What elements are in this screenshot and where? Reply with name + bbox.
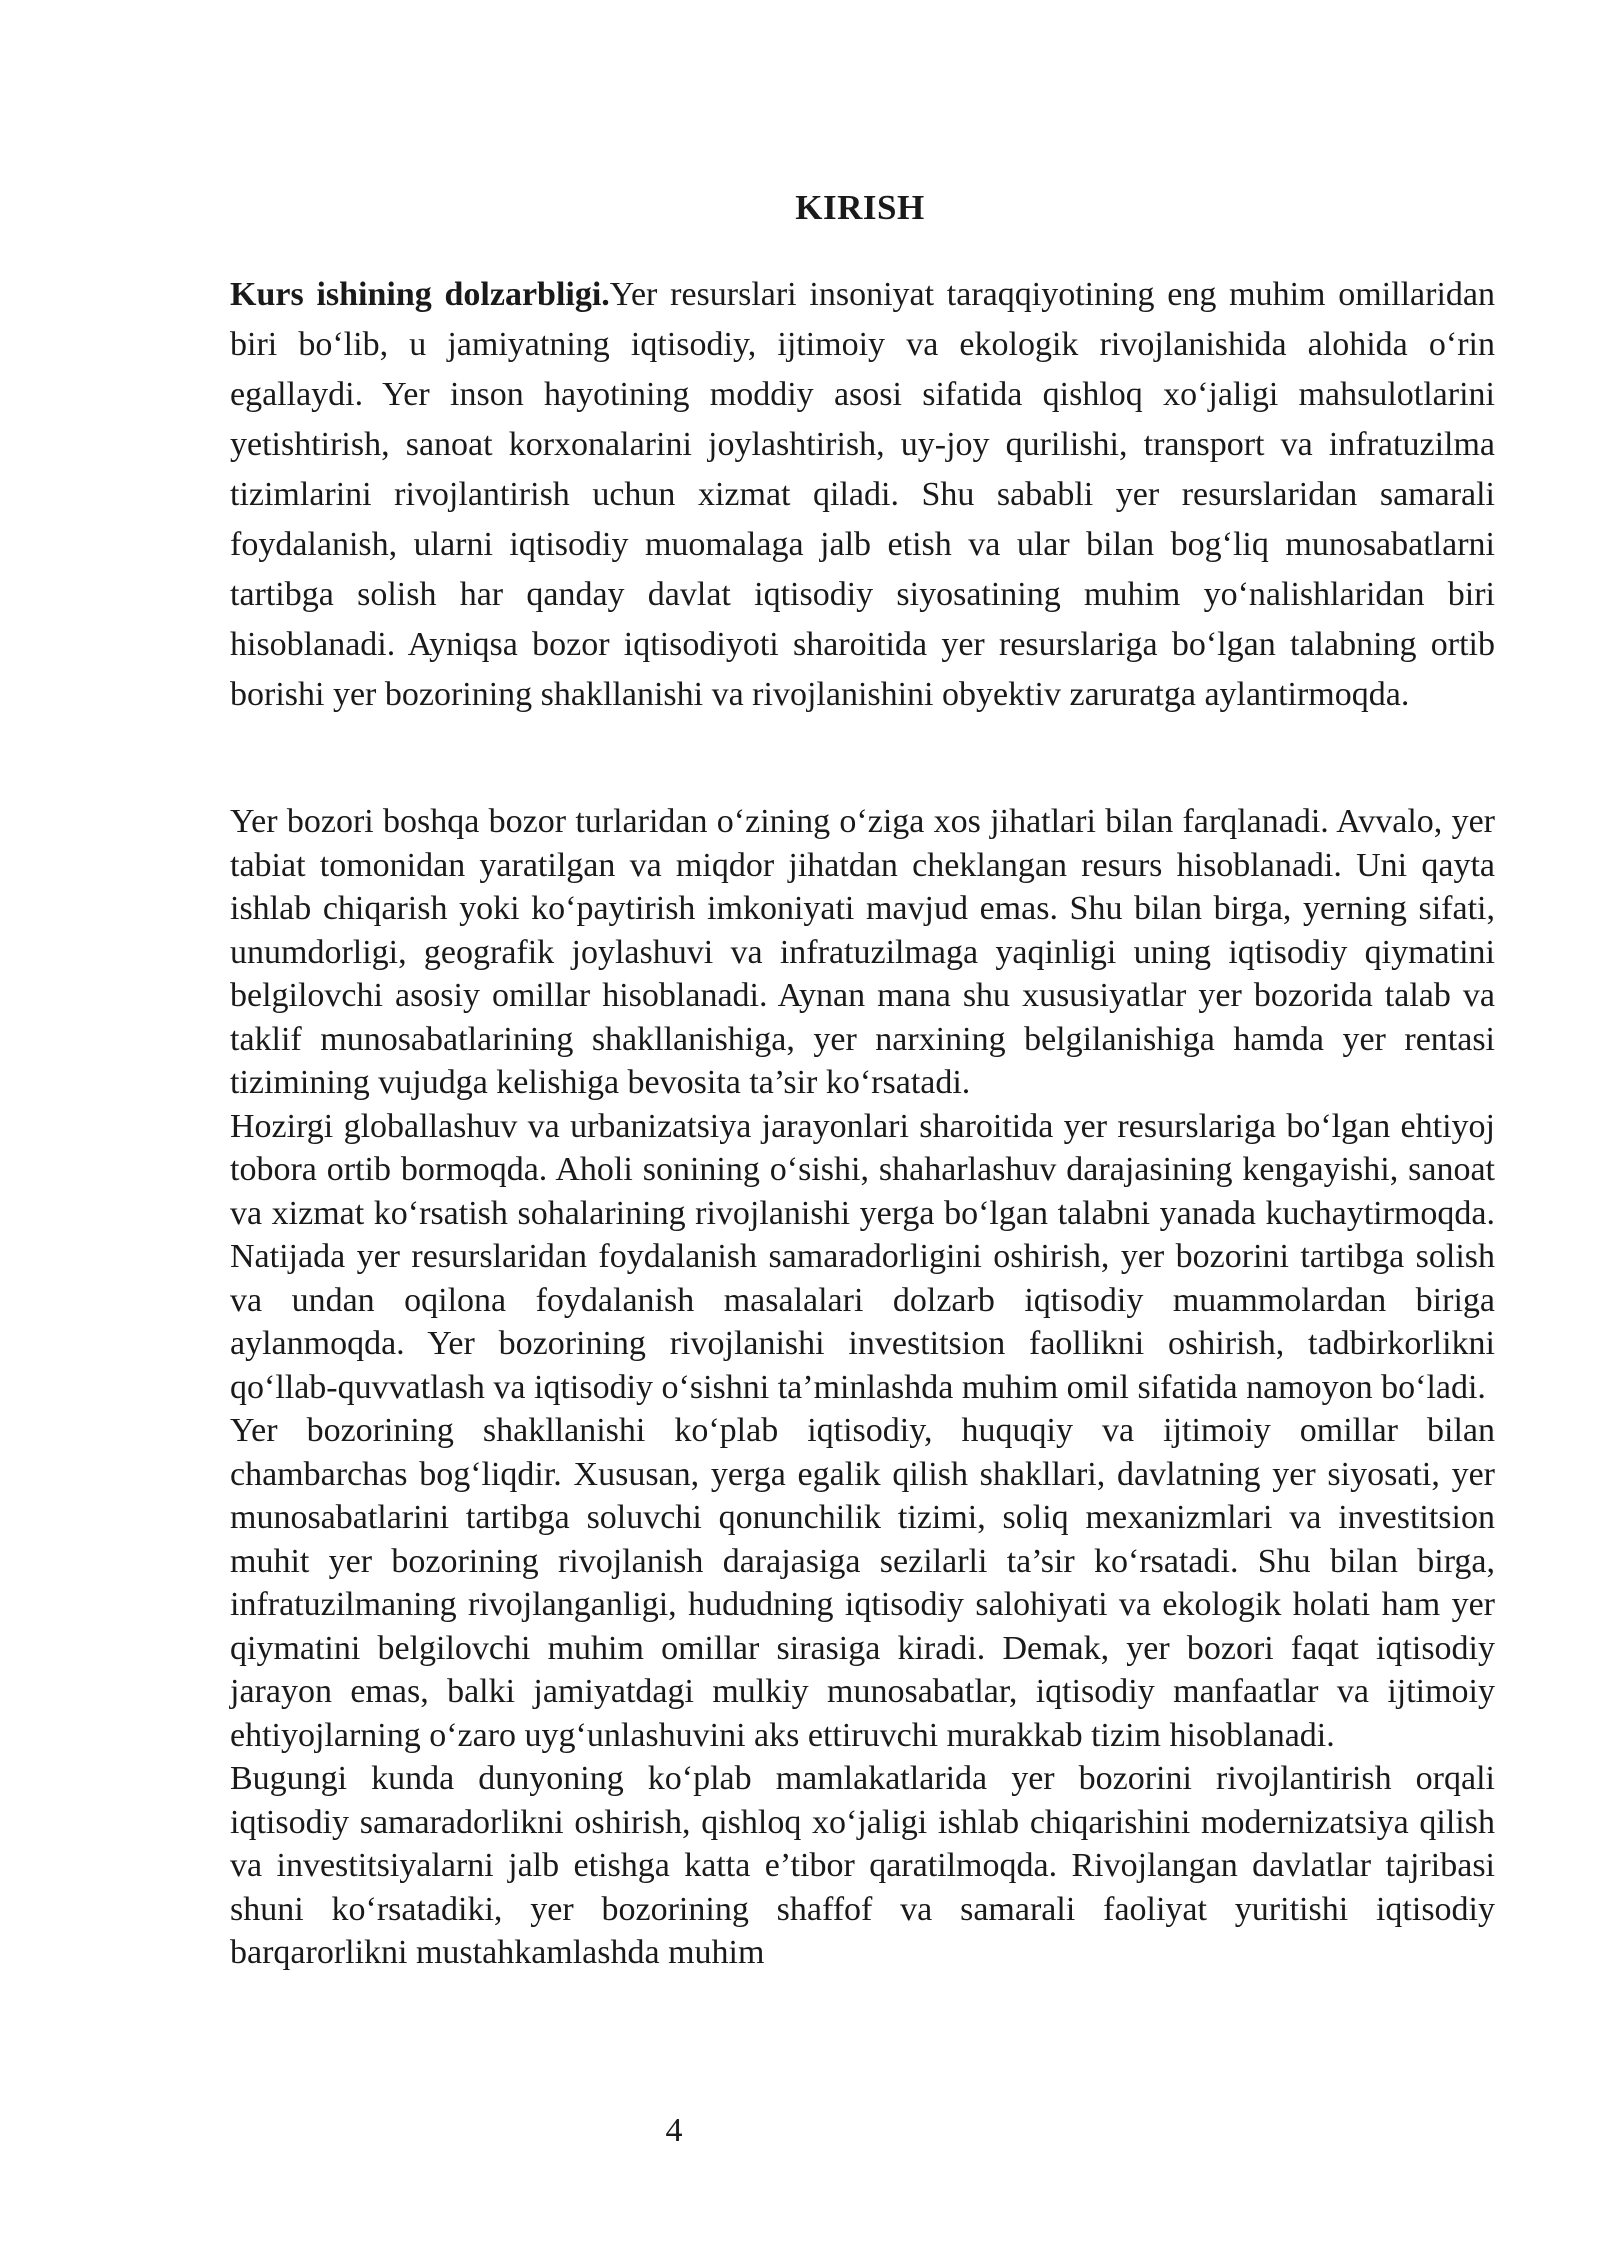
- section-heading: KIRISH: [795, 188, 925, 227]
- intro-paragraph: [230, 270, 1495, 720]
- page-number: 4: [665, 2112, 683, 2149]
- body-paragraph: Yer bozori boshqa bozor turlaridan o‘zining o‘ziga xos jihatlari bilan farqlanadi. Avvalo, yer tabiat tomonidan yaratilgan va miqdor jihatdan cheklangan resurs hisoblanadi. Uni qayta ishlab chiqarish yoki ko‘paytirish imkoniyati mavjud emas. Shu bilan birga, yerning sifati, unumdorligi, geografik joylashuvi va infratuzilmaga yaqinligi uning iqtisodiy qiymatini belgilovchi asosiy omillar hisoblanadi. Aynan mana shu xususiyatlar yer bozorida talab va taklif munosabatlarining shakllanishiga, yer narxining belgilanishiga hamda yer rentasi tizimining vujudga kelishiga bevosita ta’sir ko‘rsatadi.: [230, 803, 1495, 1101]
- body-paragraphs: [230, 800, 1495, 1975]
- body-paragraph: Yer bozorining shakllanishi ko‘plab iqtisodiy, huquqiy va ijtimoiy omillar bilan chambarchas bog‘liqdir. Xususan, yerga egalik qilish shakllari, davlatning yer siyosati, yer munosabatlarini tartibga soluvchi qonunchilik tizimi, soliq mexanizmlari va investitsion muhit yer bozorining rivojlanish darajasiga sezilarli ta’sir ko‘rsatadi. Shu bilan birga, infratuzilmaning rivojlanganligi, hududning iqtisodiy salohiyati va ekologik holati ham yer qiymatini belgilovchi muhim omillar sirasiga kiradi. Demak, yer bozori faqat iqtisodiy jarayon emas, balki jamiyatdagi mulkiy munosabatlar, iqtisodiy manfaatlar va ijtimoiy ehtiyojlarning o‘zaro uyg‘unlashuvini aks ettiruvchi murakkab tizim hisoblanadi.: [230, 1412, 1495, 1754]
- intro-text: Yer resurslari insoniyat taraqqiyotining eng muhim omillaridan biri bo‘lib, u jamiyatning iqtisodiy, ijtimoiy va ekologik rivojlanishida alohida o‘rin egallaydi. Yer inson hayotining moddiy asosi sifatida qishloq xo‘jaligi mahsulotlarini yetishtirish, sanoat korxonalarini joylashtirish, uy-joy qurilishi, transport va infratuzilma tizimlarini rivojlantirish uchun xizmat qiladi. Shu sababli yer resurslaridan samarali foydalanish, ularni iqtisodiy muomalaga jalb etish va ular bilan bog‘liq munosabatlarni tartibga solish har qanday davlat iqtisodiy siyosatining muhim yo‘nalishlaridan biri hisoblanadi. Ayniqsa bozor iqtisodiyoti sharoitida yer resurslariga bo‘lgan talabning ortib borishi yer bozorining shakllanishi va rivojlanishini obyektiv zaruratga aylantirmoqda.: [230, 276, 1495, 713]
- body-paragraph: Hozirgi globallashuv va urbanizatsiya jarayonlari sharoitida yer resurslariga bo‘lgan ehtiyoj tobora ortib bormoqda. Aholi sonining o‘sishi, shaharlashuv darajasining kengayishi, sanoat va xizmat ko‘rsatish sohalarining rivojlanishi yerga bo‘lgan talabni yanada kuchaytirmoqda. Natijada yer resurslaridan foydalanish samaradorligini oshirish, yer bozorini tartibga solish va undan oqilona foydalanish masalalari dolzarb iqtisodiy muammolardan biriga aylanmoqda. Yer bozorining rivojlanishi investitsion faollikni oshirish, tadbirkorlikni qo‘llab-quvvatlash va iqtisodiy o‘sishni ta’minlashda muhim omil sifatida namoyon bo‘ladi.: [230, 1107, 1495, 1406]
- body-paragraph: Bugungi kunda dunyoning ko‘plab mamlakatlarida yer bozorini rivojlantirish orqali iqtisodiy samaradorlikni oshirish, qishloq xo‘jaligi ishlab chiqarishini modernizatsiya qilish va investitsiyalarni jalb etishga katta e’tibor qaratilmoqda. Rivojlangan davlatlar tajribasi shuni ko‘rsatadiki, yer bozorining shaffof va samarali faoliyat yuritishi iqtisodiy barqarorlikni mustahkamlashda muhim: [230, 1760, 1495, 1971]
- intro-lead: Kurs ishining dolzarbligi.: [230, 276, 610, 313]
